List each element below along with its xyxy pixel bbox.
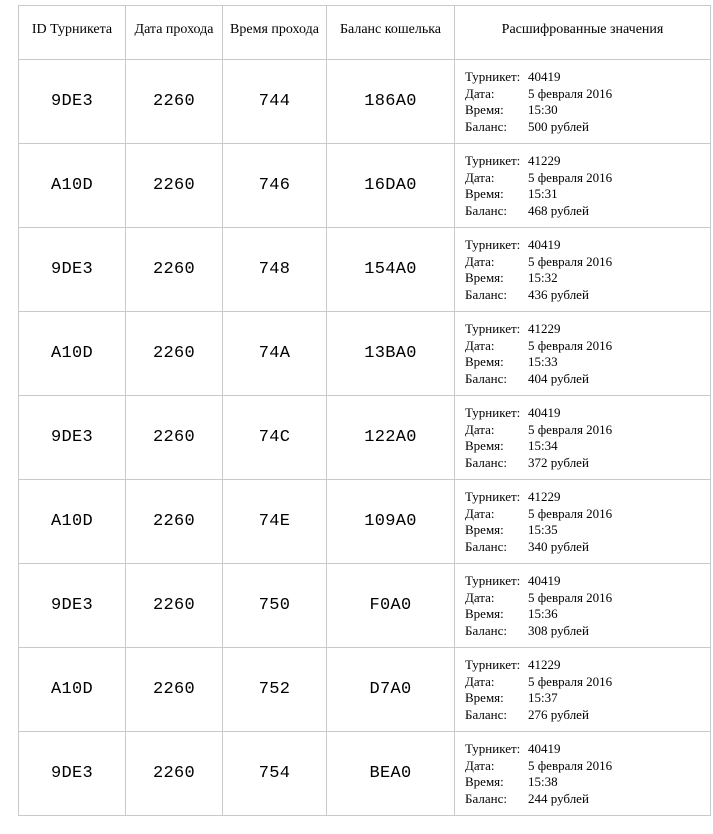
decoded-balance-value: 500 рублей	[528, 118, 589, 134]
header-pass-time: Время прохода	[223, 6, 327, 60]
decoded-turnstile-label: Турникет:	[465, 153, 521, 168]
decoded-time-value: 15:30	[528, 102, 558, 117]
decoded-date-value: 5 февраля 2016	[528, 673, 613, 689]
decoded-values-cell	[455, 228, 711, 312]
decoded-turnstile-value: 40419	[528, 405, 561, 420]
decoded-date-line	[465, 254, 710, 271]
pass-date-cell: 2260	[126, 228, 223, 312]
pass-date-cell: 2260	[126, 648, 223, 732]
decoded-values-cell	[455, 732, 711, 816]
turnstile-id-cell: A10D	[19, 480, 126, 564]
decoded-time-line	[465, 690, 710, 707]
turnstile-log-table	[18, 5, 711, 816]
decoded-turnstile-value: 40419	[528, 573, 561, 588]
pass-date-cell: 2260	[126, 564, 223, 648]
decoded-time-line	[465, 438, 710, 455]
decoded-date-value: 5 февраля 2016	[528, 505, 613, 521]
wallet-balance-cell: 16DA0	[327, 144, 455, 228]
decoded-values-cell	[455, 564, 711, 648]
header-pass-date: Дата прохода	[126, 6, 223, 60]
table-row	[19, 732, 711, 816]
table-row	[19, 648, 711, 732]
wallet-balance-cell: BEA0	[327, 732, 455, 816]
decoded-time-label: Время:	[465, 102, 504, 117]
decoded-date-line	[465, 86, 710, 103]
decoded-turnstile-label: Турникет:	[465, 69, 521, 84]
table-row	[19, 312, 711, 396]
decoded-balance-value: 468 рублей	[528, 202, 589, 218]
decoded-turnstile-label: Турникет:	[465, 237, 521, 252]
decoded-time-label: Время:	[465, 438, 504, 453]
decoded-values-cell	[455, 312, 711, 396]
decoded-time-value: 15:37	[528, 690, 558, 705]
decoded-turnstile-value: 41229	[528, 321, 561, 336]
decoded-balance-label: Баланс:	[465, 622, 507, 638]
pass-date-cell: 2260	[126, 396, 223, 480]
turnstile-id-cell: 9DE3	[19, 396, 126, 480]
decoded-balance-line	[465, 371, 710, 388]
decoded-date-label: Дата:	[465, 505, 495, 521]
decoded-turnstile-label: Турникет:	[465, 405, 521, 420]
decoded-date-line	[465, 590, 710, 607]
decoded-date-value: 5 февраля 2016	[528, 589, 613, 605]
decoded-time-line	[465, 270, 710, 287]
decoded-date-line	[465, 674, 710, 691]
decoded-turnstile-line	[465, 741, 710, 758]
decoded-date-value: 5 февраля 2016	[528, 421, 613, 437]
decoded-balance-label: Баланс:	[465, 538, 507, 554]
pass-time-cell: 752	[223, 648, 327, 732]
decoded-time-label: Время:	[465, 354, 504, 369]
decoded-turnstile-line	[465, 405, 710, 422]
decoded-turnstile-value: 41229	[528, 489, 561, 504]
decoded-balance-value: 404 рублей	[528, 370, 589, 386]
table-row	[19, 60, 711, 144]
decoded-balance-label: Баланс:	[465, 370, 507, 386]
decoded-time-value: 15:32	[528, 270, 558, 285]
decoded-time-label: Время:	[465, 690, 504, 705]
decoded-turnstile-label: Турникет:	[465, 741, 521, 756]
decoded-balance-line	[465, 287, 710, 304]
decoded-turnstile-value: 41229	[528, 657, 561, 672]
decoded-balance-line	[465, 791, 710, 808]
decoded-date-value: 5 февраля 2016	[528, 337, 613, 353]
decoded-turnstile-line	[465, 489, 710, 506]
decoded-balance-line	[465, 707, 710, 724]
decoded-time-value: 15:33	[528, 354, 558, 369]
pass-date-cell: 2260	[126, 480, 223, 564]
decoded-turnstile-line	[465, 153, 710, 170]
decoded-balance-line	[465, 623, 710, 640]
header-wallet-balance: Баланс кошелька	[327, 6, 455, 60]
decoded-balance-value: 340 рублей	[528, 538, 589, 554]
wallet-balance-cell: 109A0	[327, 480, 455, 564]
decoded-values-cell	[455, 396, 711, 480]
decoded-balance-label: Баланс:	[465, 790, 507, 806]
pass-time-cell: 748	[223, 228, 327, 312]
pass-time-cell: 74C	[223, 396, 327, 480]
pass-date-cell: 2260	[126, 312, 223, 396]
turnstile-id-cell: A10D	[19, 144, 126, 228]
table-row	[19, 144, 711, 228]
decoded-balance-label: Баланс:	[465, 118, 507, 134]
decoded-date-line	[465, 758, 710, 775]
header-row	[19, 6, 711, 60]
decoded-values-cell	[455, 144, 711, 228]
decoded-date-label: Дата:	[465, 337, 495, 353]
turnstile-id-cell: 9DE3	[19, 732, 126, 816]
wallet-balance-cell: 186A0	[327, 60, 455, 144]
table-body	[19, 60, 711, 816]
decoded-time-value: 15:38	[528, 774, 558, 789]
decoded-balance-value: 308 рублей	[528, 622, 589, 638]
pass-date-cell: 2260	[126, 60, 223, 144]
decoded-date-line	[465, 422, 710, 439]
decoded-turnstile-line	[465, 657, 710, 674]
decoded-balance-label: Баланс:	[465, 202, 507, 218]
decoded-balance-line	[465, 455, 710, 472]
table-row	[19, 480, 711, 564]
decoded-time-label: Время:	[465, 774, 504, 789]
pass-time-cell: 746	[223, 144, 327, 228]
decoded-balance-line	[465, 539, 710, 556]
decoded-turnstile-label: Турникет:	[465, 657, 521, 672]
decoded-date-line	[465, 338, 710, 355]
decoded-balance-label: Баланс:	[465, 454, 507, 470]
pass-time-cell: 750	[223, 564, 327, 648]
decoded-turnstile-value: 40419	[528, 237, 561, 252]
decoded-turnstile-line	[465, 573, 710, 590]
decoded-date-label: Дата:	[465, 673, 495, 689]
decoded-time-label: Время:	[465, 606, 504, 621]
pass-time-cell: 74E	[223, 480, 327, 564]
decoded-balance-line	[465, 119, 710, 136]
decoded-balance-value: 244 рублей	[528, 790, 589, 806]
wallet-balance-cell: D7A0	[327, 648, 455, 732]
pass-time-cell: 74A	[223, 312, 327, 396]
decoded-date-value: 5 февраля 2016	[528, 757, 613, 773]
decoded-date-label: Дата:	[465, 85, 495, 101]
wallet-balance-cell: 13BA0	[327, 312, 455, 396]
header-turnstile-id: ID Турникета	[19, 6, 126, 60]
decoded-balance-value: 276 рублей	[528, 706, 589, 722]
turnstile-id-cell: A10D	[19, 312, 126, 396]
decoded-time-line	[465, 354, 710, 371]
decoded-date-label: Дата:	[465, 421, 495, 437]
turnstile-id-cell: 9DE3	[19, 564, 126, 648]
decoded-time-value: 15:34	[528, 438, 558, 453]
header-decoded-values: Расшифрованные значения	[455, 6, 711, 60]
decoded-turnstile-line	[465, 321, 710, 338]
wallet-balance-cell: 122A0	[327, 396, 455, 480]
pass-time-cell: 754	[223, 732, 327, 816]
wallet-balance-cell: 154A0	[327, 228, 455, 312]
turnstile-id-cell: A10D	[19, 648, 126, 732]
decoded-time-line	[465, 774, 710, 791]
decoded-balance-value: 436 рублей	[528, 286, 589, 302]
decoded-time-value: 15:31	[528, 186, 558, 201]
decoded-turnstile-value: 40419	[528, 741, 561, 756]
decoded-date-label: Дата:	[465, 757, 495, 773]
decoded-turnstile-line	[465, 237, 710, 254]
table-row	[19, 228, 711, 312]
decoded-time-value: 15:35	[528, 522, 558, 537]
decoded-time-value: 15:36	[528, 606, 558, 621]
turnstile-id-cell: 9DE3	[19, 60, 126, 144]
decoded-date-label: Дата:	[465, 253, 495, 269]
wallet-balance-cell: F0A0	[327, 564, 455, 648]
decoded-turnstile-value: 41229	[528, 153, 561, 168]
decoded-values-cell	[455, 480, 711, 564]
decoded-turnstile-label: Турникет:	[465, 321, 521, 336]
decoded-turnstile-label: Турникет:	[465, 573, 521, 588]
decoded-balance-value: 372 рублей	[528, 454, 589, 470]
decoded-values-cell	[455, 648, 711, 732]
decoded-time-label: Время:	[465, 522, 504, 537]
decoded-time-line	[465, 186, 710, 203]
pass-date-cell: 2260	[126, 144, 223, 228]
decoded-turnstile-value: 40419	[528, 69, 561, 84]
decoded-date-line	[465, 506, 710, 523]
pass-date-cell: 2260	[126, 732, 223, 816]
decoded-time-line	[465, 606, 710, 623]
decoded-date-label: Дата:	[465, 589, 495, 605]
decoded-turnstile-line	[465, 69, 710, 86]
decoded-turnstile-label: Турникет:	[465, 489, 521, 504]
decoded-date-value: 5 февраля 2016	[528, 169, 613, 185]
decoded-time-line	[465, 522, 710, 539]
decoded-date-label: Дата:	[465, 169, 495, 185]
decoded-time-line	[465, 102, 710, 119]
table-row	[19, 564, 711, 648]
decoded-values-cell	[455, 60, 711, 144]
decoded-time-label: Время:	[465, 270, 504, 285]
table-header	[19, 6, 711, 60]
decoded-balance-label: Баланс:	[465, 286, 507, 302]
decoded-balance-label: Баланс:	[465, 706, 507, 722]
decoded-time-label: Время:	[465, 186, 504, 201]
turnstile-id-cell: 9DE3	[19, 228, 126, 312]
pass-time-cell: 744	[223, 60, 327, 144]
decoded-date-value: 5 февраля 2016	[528, 253, 613, 269]
decoded-date-line	[465, 170, 710, 187]
decoded-date-value: 5 февраля 2016	[528, 85, 613, 101]
decoded-balance-line	[465, 203, 710, 220]
table-row	[19, 396, 711, 480]
